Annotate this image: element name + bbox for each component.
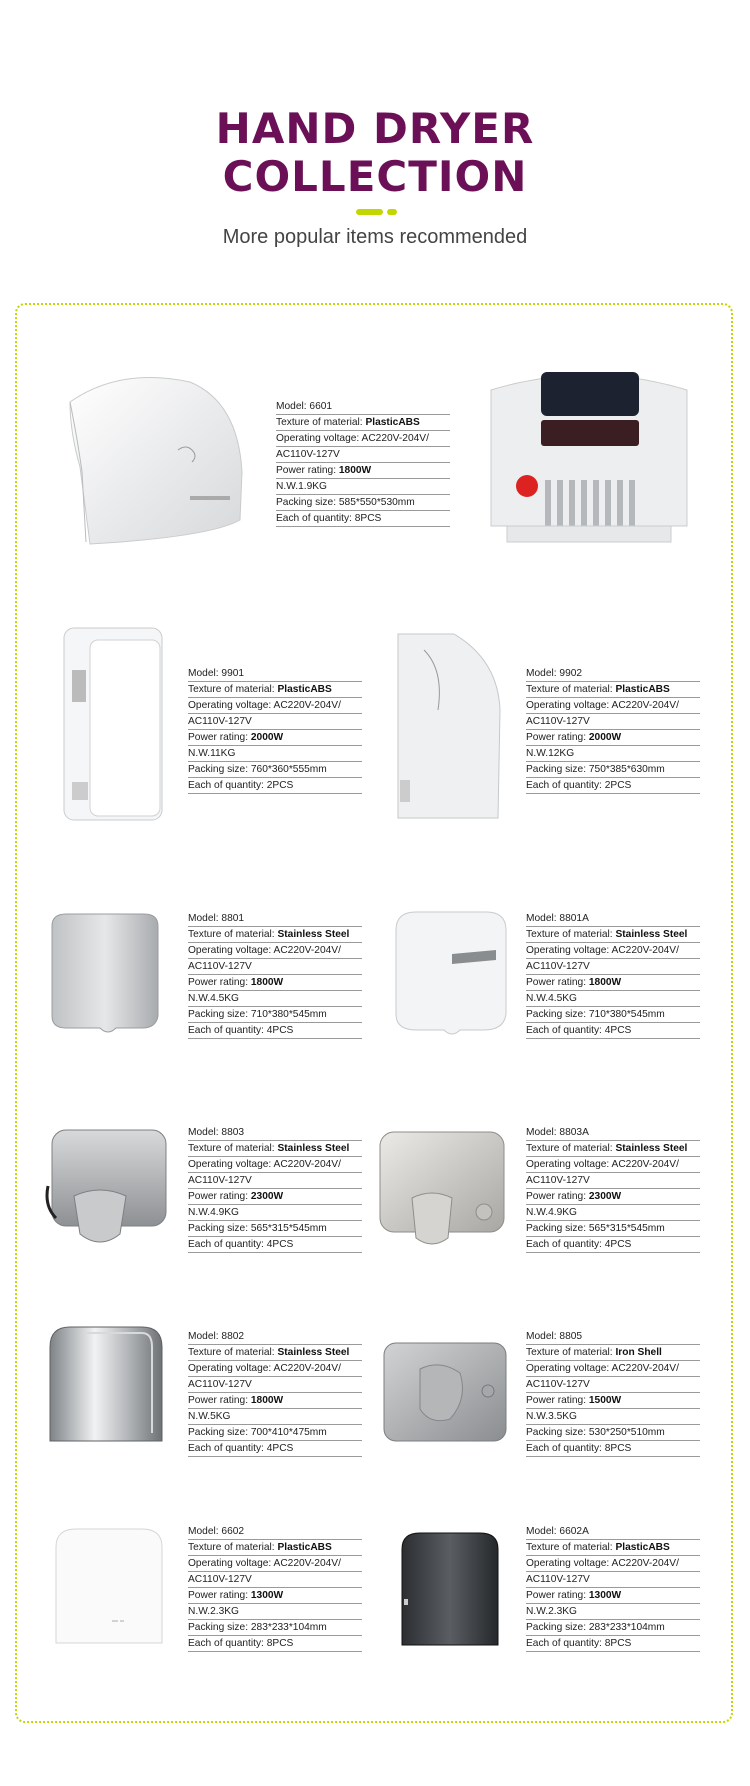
accent-bar-left xyxy=(356,209,383,215)
spec-model: Model: 8803A xyxy=(526,1125,700,1141)
spec-packing: Packing size: 565*315*545mm xyxy=(188,1221,362,1237)
spec-power: Power rating: 1300W xyxy=(188,1588,362,1604)
spec-voltage: Operating voltage: AC220V-204V/ xyxy=(526,698,700,714)
black-box-dryer-image xyxy=(398,1529,502,1649)
spec-weight: N.W.12KG xyxy=(526,746,700,762)
spec-packing: Packing size: 283*233*104mm xyxy=(188,1620,362,1636)
spec-voltage-alt: AC110V-127V xyxy=(526,1572,700,1588)
spec-voltage: Operating voltage: AC220V-204V/ xyxy=(188,943,362,959)
spec-voltage: Operating voltage: AC220V-204V/ xyxy=(526,1556,700,1572)
spec-quantity: Each of quantity: 4PCS xyxy=(188,1023,362,1039)
nozzle-dryer-image xyxy=(376,1128,508,1252)
spec-voltage: Operating voltage: AC220V-204V/ xyxy=(188,1157,362,1173)
spec-power: Power rating: 2000W xyxy=(188,730,362,746)
steel-dryer-image xyxy=(46,912,164,1038)
spec-packing: Packing size: 700*410*475mm xyxy=(188,1425,362,1441)
spec-quantity: Each of quantity: 8PCS xyxy=(526,1636,700,1652)
spec-voltage-alt: AC110V-127V xyxy=(526,714,700,730)
spec-material: Texture of material: Stainless Steel xyxy=(188,1141,362,1157)
spec-power: Power rating: 1500W xyxy=(526,1393,700,1409)
spec-quantity: Each of quantity: 4PCS xyxy=(188,1237,362,1253)
spec-voltage: Operating voltage: AC220V-204V/ xyxy=(526,1361,700,1377)
spec-voltage-alt: AC110V-127V xyxy=(188,1173,362,1189)
spec-power: Power rating: 2000W xyxy=(526,730,700,746)
spec-voltage-alt: AC110V-127V xyxy=(526,1173,700,1189)
spec-quantity: Each of quantity: 8PCS xyxy=(276,511,450,527)
spec-model: Model: 6601 xyxy=(276,399,450,415)
spec-quantity: Each of quantity: 4PCS xyxy=(526,1237,700,1253)
spec-quantity: Each of quantity: 2PCS xyxy=(526,778,700,794)
spec-voltage-alt: AC110V-127V xyxy=(188,1572,362,1588)
spec-power: Power rating: 1800W xyxy=(276,463,450,479)
spec-packing: Packing size: 565*315*545mm xyxy=(526,1221,700,1237)
page-title-line2: COLLECTION xyxy=(222,152,528,201)
spec-voltage-alt: AC110V-127V xyxy=(188,714,362,730)
spec-voltage: Operating voltage: AC220V-204V/ xyxy=(526,1157,700,1173)
spec-material: Texture of material: Stainless Steel xyxy=(188,1345,362,1361)
spec-packing: Packing size: 710*380*545mm xyxy=(188,1007,362,1023)
spec-quantity: Each of quantity: 4PCS xyxy=(526,1023,700,1039)
nozzle-dryer-image xyxy=(44,1126,170,1254)
spec-voltage: Operating voltage: AC220V-204V/ xyxy=(188,1556,362,1572)
spec-power: Power rating: 1800W xyxy=(188,975,362,991)
spec-voltage: Operating voltage: AC220V-204V/ xyxy=(276,431,450,447)
spec-packing: Packing size: 750*385*630mm xyxy=(526,762,700,778)
spec-quantity: Each of quantity: 8PCS xyxy=(526,1441,700,1457)
jet-dryer-image xyxy=(394,630,504,822)
spec-material: Texture of material: Iron Shell xyxy=(526,1345,700,1361)
spec-weight: N.W.2.3KG xyxy=(526,1604,700,1620)
spec-packing: Packing size: 585*550*530mm xyxy=(276,495,450,511)
spec-material: Texture of material: Stainless Steel xyxy=(188,927,362,943)
spec-material: Texture of material: PlasticABS xyxy=(188,682,362,698)
spec-weight: N.W.5KG xyxy=(188,1409,362,1425)
spec-weight: N.W.4.9KG xyxy=(188,1205,362,1221)
spec-material: Texture of material: PlasticABS xyxy=(188,1540,362,1556)
spec-material: Texture of material: Stainless Steel xyxy=(526,1141,700,1157)
spec-model: Model: 6602 xyxy=(188,1524,362,1540)
spec-weight: N.W.11KG xyxy=(188,746,362,762)
dryer-front-view-image xyxy=(487,366,691,546)
chrome-dryer-image xyxy=(46,1323,166,1447)
white-box-dryer-image xyxy=(52,1525,166,1647)
spec-weight: N.W.4.5KG xyxy=(188,991,362,1007)
spec-power: Power rating: 1300W xyxy=(526,1588,700,1604)
spec-model: Model: 6602A xyxy=(526,1524,700,1540)
spec-material: Texture of material: PlasticABS xyxy=(526,682,700,698)
spec-power: Power rating: 2300W xyxy=(188,1189,362,1205)
spec-material: Texture of material: PlasticABS xyxy=(526,1540,700,1556)
spec-quantity: Each of quantity: 8PCS xyxy=(188,1636,362,1652)
spec-weight: N.W.3.5KG xyxy=(526,1409,700,1425)
spec-voltage-alt: AC110V-127V xyxy=(276,447,450,463)
spec-voltage: Operating voltage: AC220V-204V/ xyxy=(188,698,362,714)
spec-voltage: Operating voltage: AC220V-204V/ xyxy=(526,943,700,959)
spec-power: Power rating: 2300W xyxy=(526,1189,700,1205)
spec-weight: N.W.4.9KG xyxy=(526,1205,700,1221)
white-plastic-dryer-image xyxy=(60,372,246,548)
spec-voltage-alt: AC110V-127V xyxy=(526,959,700,975)
spec-weight: N.W.2.3KG xyxy=(188,1604,362,1620)
spec-model: Model: 8803 xyxy=(188,1125,362,1141)
spec-packing: Packing size: 710*380*545mm xyxy=(526,1007,700,1023)
spec-weight: N.W.4.5KG xyxy=(526,991,700,1007)
spec-model: Model: 9901 xyxy=(188,666,362,682)
spec-material: Texture of material: PlasticABS xyxy=(276,415,450,431)
spec-model: Model: 8801A xyxy=(526,911,700,927)
spec-model: Model: 8801 xyxy=(188,911,362,927)
spec-voltage-alt: AC110V-127V xyxy=(188,959,362,975)
white-dryer-image xyxy=(392,910,510,1040)
brushed-dryer-image xyxy=(380,1339,510,1445)
page-title-line1: HAND DRYER xyxy=(215,104,535,153)
accent-bar-right xyxy=(387,209,397,215)
spec-quantity: Each of quantity: 2PCS xyxy=(188,778,362,794)
spec-power: Power rating: 1800W xyxy=(526,975,700,991)
spec-voltage-alt: AC110V-127V xyxy=(188,1377,362,1393)
spec-packing: Packing size: 283*233*104mm xyxy=(526,1620,700,1636)
spec-packing: Packing size: 530*250*510mm xyxy=(526,1425,700,1441)
spec-material: Texture of material: Stainless Steel xyxy=(526,927,700,943)
jet-dryer-image xyxy=(62,626,164,822)
spec-voltage-alt: AC110V-127V xyxy=(526,1377,700,1393)
spec-model: Model: 8805 xyxy=(526,1329,700,1345)
spec-power: Power rating: 1800W xyxy=(188,1393,362,1409)
spec-model: Model: 9902 xyxy=(526,666,700,682)
spec-model: Model: 8802 xyxy=(188,1329,362,1345)
spec-quantity: Each of quantity: 4PCS xyxy=(188,1441,362,1457)
spec-voltage: Operating voltage: AC220V-204V/ xyxy=(188,1361,362,1377)
page-subtitle: More popular items recommended xyxy=(222,226,528,248)
spec-packing: Packing size: 760*360*555mm xyxy=(188,762,362,778)
spec-weight: N.W.1.9KG xyxy=(276,479,450,495)
